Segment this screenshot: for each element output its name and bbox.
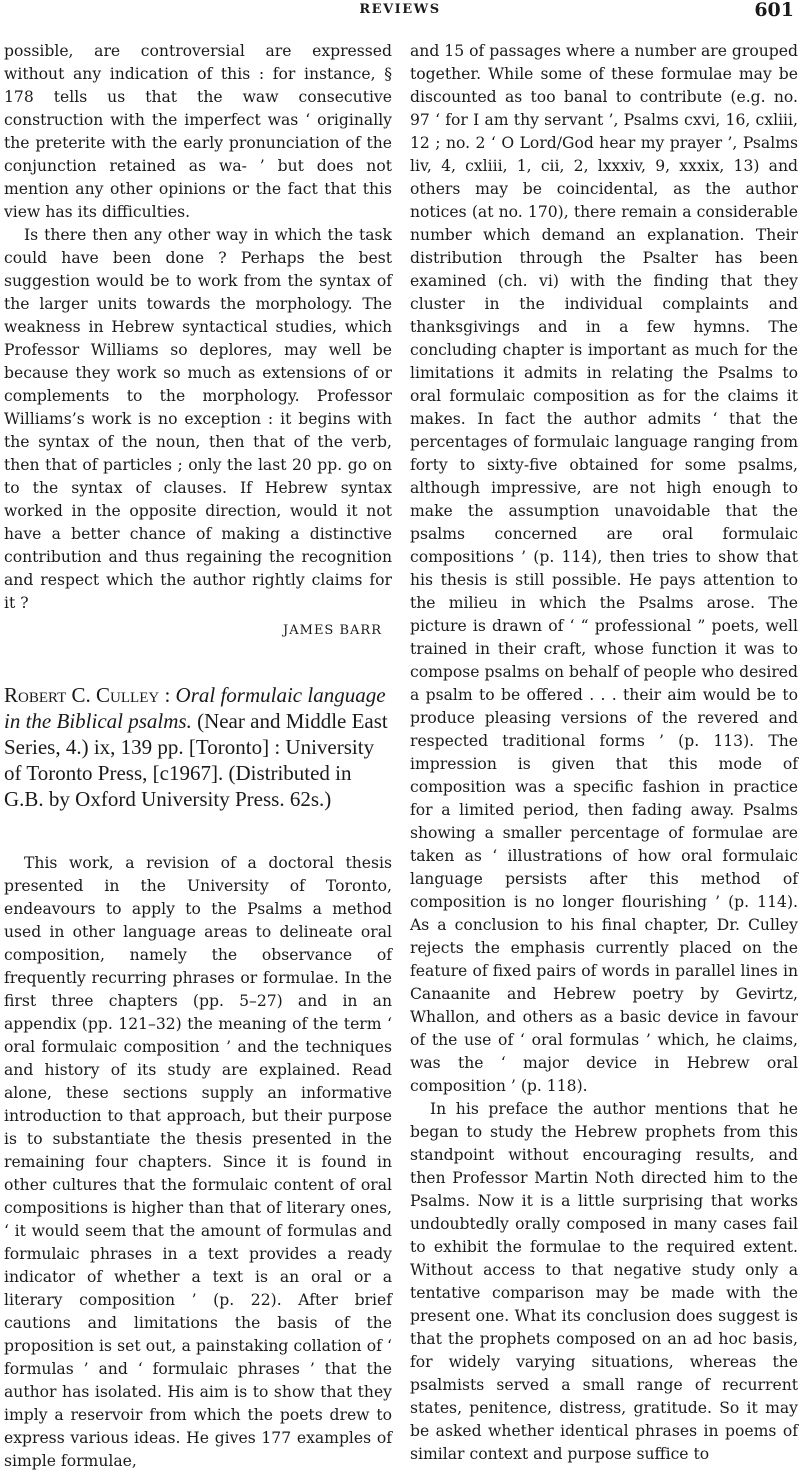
body-paragraph: In his preface the author mentions that he began to study the Hebrew prophets from this standpoint without encouraging results, and then Professor Martin Noth directed him to the Psalms. Now it is a little surprising that works undoubtedly orally composed in many cases fail to exhibit the formulae to the required extent. Without access to that negative study only a tentative comparison may be made with the present one. What its conclusion does suggest is that the prophets composed on an ad hoc basis, for widely varying situations, whereas the psalmists served a small range of recurrent states, penitence, distress, gratitude. So it may be asked whether identical phrases in poems of similar context and purpose suffice to (410, 1100, 798, 1463)
book-author: Robert C. Culley : (4, 683, 171, 707)
page-number: 601 (754, 0, 794, 21)
body-paragraph: and 15 of passages where a number are grouped together. While some of these formulae may be discounted as too banal to contribute (e.g. no. 97 ‘ for I am thy servant ’, Psalms cxvi, 16, cxliii, 12 ; no. 2 ‘ O Lord/God hear my prayer ’, Psalms liv, 4, cxliii, 1, cii, 2, lxxxiv, 9, xxxix, 13) and others may be coincidental, as the author notices (at no. 170), there remain a considerable number which demand an explanation. Their distribution through the Psalter has been examined (ch. vi) with the finding that they cluster in the individual complaints and thanksgivings and in a few hymns. The concluding chapter is important as much for the limitations it admits in relating the Psalms to oral formulaic composition as for the claims it makes. In fact the author admits ‘ that the percentages of formulaic language ranging from forty to sixty-five obtained for some psalms, although impressive, are not high enough to make the assumption unavoidable that the psalms concerned are oral formulaic compositions ’ (p. 114), then tries to show that his thesis is still possible. He pays attention to the milieu in which the Psalms arose. The picture is drawn of ‘ “ professional ” poets, well trained in their craft, whose function it was to compose psalms on behalf of people who desired a psalm to be offered . . . their aim would be to produce pleasing versions of the revered and respected traditional forms ’ (p. 113). The impression is given that this mode of composition was a specific fashion in practice for a limited period, then fading away. Psalms showing a smaller percentage of formulae are taken as ‘ illustrations of how oral formulaic language persists after this method of composition is no longer flourishing ’ (p. 114). As a conclusion to his final chapter, Dr. Culley rejects the emphasis currently placed on the feature of fixed pairs of words in parallel lines in Canaanite and Hebrew poetry by Gevirtz, Whallon, and others as a basic device in favour of the use of ‘ oral formulas ’ which, he claims, was the ‘ major device in Hebrew oral composition ’ (p. 118). (410, 42, 798, 1095)
review-paragraph: This work, a revision of a doctoral thesis presented in the University of Toronto, endeavours to apply to the Psalms a method used in other language areas to delineate oral composition, namely the observance of frequently recurring phrases or formulae. In the first three chapters (pp. 5–27) and in an appendix (pp. 121–32) the meaning of the term ‘ oral formulaic composition ’ and the techniques and history of its study are explained. Read alone, these sections supply an informative introduction to that approach, but their purpose is to substantiate the thesis presented in the remaining four chapters. Since it is found in other cultures that the formulaic content of oral compositions is higher than that of literary ones, ‘ it would seem that the amount of formulas and formulaic phrases in a text provides a ready indicator of whether a text is an oral or a literary composition ’ (p. 22). After brief cautions and limitations the basis of the proposition is set out, a painstaking collation of ‘ formulas ’ and ‘ formulaic phrases ’ that the author has isolated. His aim is to show that they imply a reservoir from which the poets drew to express various ideas. He gives 177 examples of simple formulae, (4, 854, 392, 1470)
body-paragraph: possible, are controversial are expressed without any indication of this : for instance, § 178 tells us that the waw consecutive construction with the imperfect was ‘ originally the preterite with the early pronunciation of the conjunction retained as wa- ’ but does not mention any other opinions or the fact that this view has its difficulties. (4, 42, 392, 221)
page-header (0, 0, 800, 24)
book-details: (Near and Middle East Series, 4.) ix, 139 pp. [Toronto] : University of Toronto Press, [c1967]. (Distributed in G.B. by Oxford University Press. 62s.) (4, 709, 388, 811)
body-paragraph: Is there then any other way in which the task could have been done ? Perhaps the best suggestion would be to work from the syntax of the larger units towards the morphology. The weakness in Hebrew syntactical studies, which Professor Williams so deplores, may well be because they work so much as extensions of or complements to the morphology. Professor Williams’s work is no exception : it begins with the syntax of the noun, then that of the verb, then that of particles ; only the last 20 pp. go on to the syntax of clauses. If Hebrew syntax worked in the opposite direction, would it not have a better chance of making a distinctive contribution and thus regaining the recognition and respect which the author rightly claims for it ? (4, 226, 392, 612)
book-entry (4, 682, 392, 812)
right-column (410, 40, 798, 1466)
left-column (4, 40, 392, 1473)
book-title: Oral formulaic language in the Biblical psalms. (4, 683, 386, 733)
section-gap (4, 642, 392, 682)
reviewer-signature: JAMES BARR (283, 623, 382, 638)
running-title: REVIEWS (359, 2, 441, 17)
